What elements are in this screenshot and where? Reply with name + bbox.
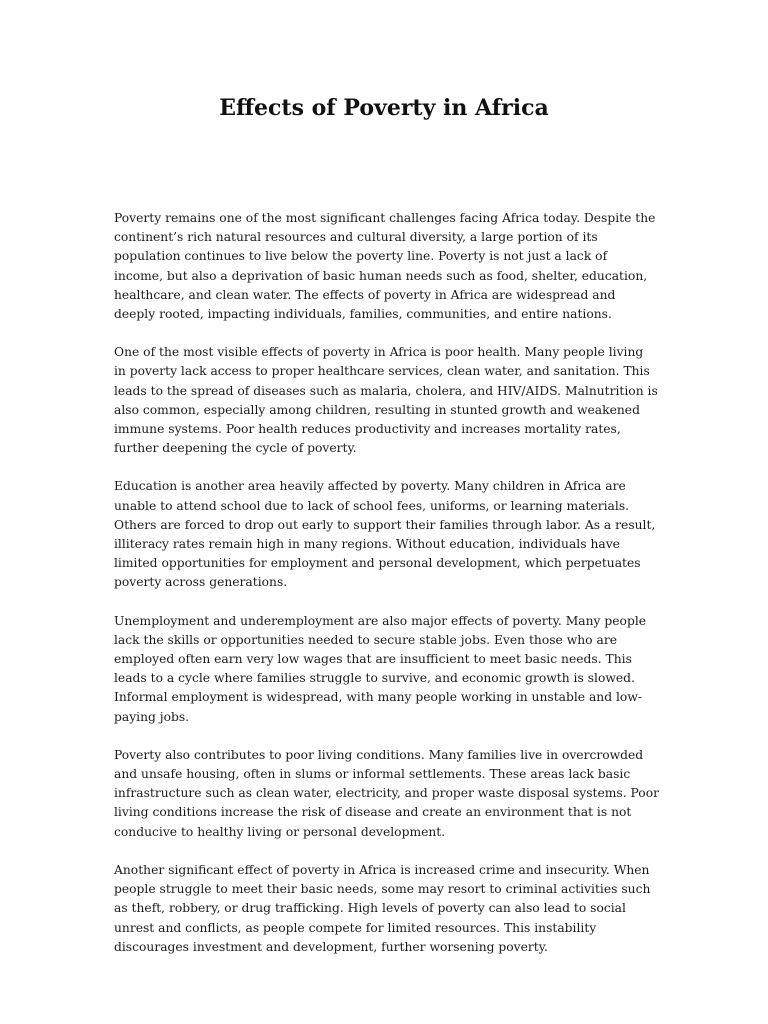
document-body: [114, 209, 659, 976]
document-title: Effects of Poverty in Africa: [219, 95, 549, 121]
paragraph-crime: Another significant effect of poverty in Africa is increased crime and insecurity. When people struggle to meet their basic needs, some may resort to criminal activities such as theft, robbery, or drug trafficking. High levels of poverty can also lead to social unrest and conflicts, as people compete for limited resources. This instability discourages investment and development, further worsening poverty.: [114, 862, 651, 954]
paragraph-health: One of the most visible effects of poverty in Africa is poor health. Many people living in poverty lack access to proper healthcare services, clean water, and sanitation. This leads to the spread of diseases such as malaria, cholera, and HIV/AIDS. Malnutrition is also common, especially among children, resulting in stunted growth and weakened immune systems. Poor health reduces productivity and increases mortality rates, further deepening the cycle of poverty.: [114, 345, 658, 456]
paragraph-education: Education is another area heavily affected by poverty. Many children in Africa are unable to attend school due to lack of school fees, uniforms, or learning materials. Others are forced to drop out early to support their families through labor. As a result, illiteracy rates remain high in many regions. Without education, individuals have limited opportunities for employment and personal development, which perpetuates poverty across generations.: [114, 479, 656, 590]
paragraph-living-conditions: Poverty also contributes to poor living conditions. Many families live in overcrowded and unsafe housing, often in slums or informal settlements. These areas lack basic infrastructure such as clean water, electricity, and proper waste disposal systems. Poor living conditions increase the risk of disease and create an environment that is not conducive to healthy living or personal development.: [114, 747, 659, 839]
paragraph-intro: Poverty remains one of the most significant challenges facing Africa today. Despite the continent’s rich natural resources and cultural diversity, a large portion of its population continues to live below the poverty line. Poverty is not just a lack of income, but also a deprivation of basic human needs such as food, shelter, education, healthcare, and clean water. The effects of poverty in Africa are widespread and deeply rooted, impacting individuals, families, communities, and entire nations.: [114, 211, 656, 322]
paragraph-unemployment: Unemployment and underemployment are also major effects of poverty. Many people lack the skills or opportunities needed to secure stable jobs. Even those who are employed often earn very low wages that are insufficient to meet basic needs. This leads to a cycle where families struggle to survive, and economic growth is slowed. Informal employment is widespread, with many people working in unstable and low-paying jobs.: [114, 613, 647, 724]
